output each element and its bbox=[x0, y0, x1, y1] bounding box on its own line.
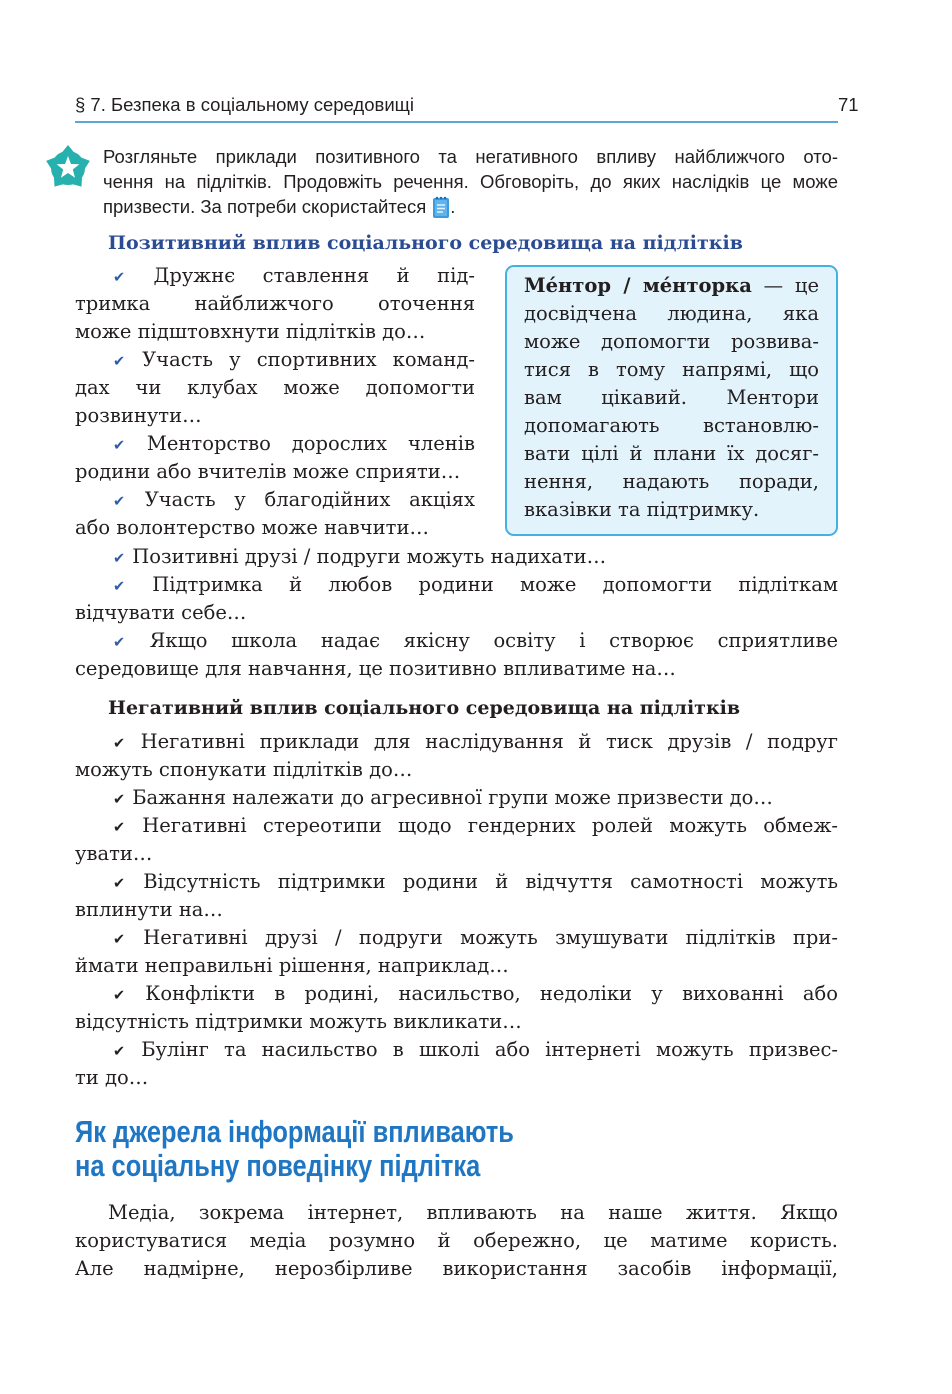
list-item-text: Негативні приклади для наслідування й тиск друзів / подруг bbox=[140, 730, 839, 753]
list-item bbox=[75, 868, 838, 896]
list-item-continuation: середовище для навчання, це позитивно впливатиме на… bbox=[75, 657, 676, 680]
list-item-continuation: дах чи клубах може допомогти bbox=[75, 376, 475, 399]
section-heading-line bbox=[75, 1149, 838, 1183]
check-icon bbox=[113, 870, 126, 898]
definition-line: нення, надають поради, bbox=[524, 470, 819, 493]
negative-heading: Негативний вплив соціального середовища на підлітків bbox=[108, 697, 741, 719]
task-line-text: призвести. За потреби скористайтеся bbox=[103, 196, 427, 217]
definition-term: Ме́нтор / ме́нторка bbox=[524, 274, 752, 297]
task-line: Розгляньте приклади позитивного та негативного впливу найближчого ото- bbox=[103, 146, 838, 167]
list-item-text: Конфлікти в родині, насильство, недоліки у вихованні або bbox=[145, 982, 838, 1005]
list-item bbox=[75, 486, 475, 514]
list-item-text: Позитивні друзі / подруги можуть надихати… bbox=[132, 545, 607, 568]
list-item-text: Бажання належати до агресивної групи може призвести до… bbox=[132, 786, 773, 809]
check-icon bbox=[113, 545, 126, 573]
definition-box bbox=[505, 265, 838, 536]
list-item-continuation: увати… bbox=[75, 842, 153, 865]
definition-line bbox=[524, 272, 819, 300]
task-line: чення на підлітків. Продовжіть речення. Обговоріть, до яких наслідків це може bbox=[103, 171, 838, 192]
positive-heading: Позитивний вплив соціального середовища на підлітків bbox=[108, 232, 743, 254]
list-item bbox=[75, 784, 838, 812]
page-number: 71 bbox=[838, 94, 859, 115]
check-icon bbox=[113, 814, 126, 842]
section-heading-line bbox=[75, 1115, 838, 1149]
list-item bbox=[75, 728, 838, 756]
check-icon bbox=[113, 786, 126, 814]
task-line bbox=[103, 194, 838, 219]
list-item bbox=[75, 627, 838, 655]
check-icon bbox=[113, 348, 126, 376]
check-icon bbox=[113, 1038, 126, 1066]
paragraph-line: користуватися медіа розумно й обережно, це матиме користь. bbox=[75, 1229, 838, 1252]
list-item bbox=[75, 812, 838, 840]
list-item-text: Участь у спортивних команд- bbox=[142, 348, 475, 371]
definition-line: допомагають встановлю- bbox=[524, 414, 819, 437]
check-icon bbox=[113, 432, 126, 460]
list-item-text: Негативні стереотипи щодо гендерних ролей можуть обмеж- bbox=[142, 814, 838, 837]
list-item-text: Участь у благодійних акціях bbox=[144, 488, 475, 511]
check-icon bbox=[113, 926, 126, 954]
list-item-continuation: розвинути… bbox=[75, 404, 202, 427]
check-icon bbox=[113, 573, 126, 601]
list-item bbox=[75, 430, 475, 458]
negative-list bbox=[75, 728, 838, 1092]
list-item-text: Дружнє ставлення й під- bbox=[153, 264, 476, 287]
definition-line: досвідчена людина, яка bbox=[524, 302, 819, 325]
positive-list-column bbox=[75, 262, 475, 542]
list-item-text: Відсутність підтримки родини й відчуття самотності можуть bbox=[143, 870, 838, 893]
check-icon bbox=[113, 629, 126, 657]
list-item bbox=[75, 980, 838, 1008]
list-item-continuation: ймати неправильні рішення, наприклад… bbox=[75, 954, 509, 977]
list-item bbox=[75, 1036, 838, 1064]
section-heading bbox=[75, 1115, 838, 1183]
paragraph-line: Медіа, зокрема інтернет, впливають на наше життя. Якщо bbox=[108, 1201, 838, 1224]
definition-line: тися в тому напрямі, що bbox=[524, 358, 819, 381]
list-item bbox=[75, 543, 838, 571]
definition-line: вати цілі й плани їх досяг- bbox=[524, 442, 819, 465]
check-icon bbox=[113, 982, 126, 1010]
list-item bbox=[75, 346, 475, 374]
list-item-continuation: ти до… bbox=[75, 1066, 149, 1089]
list-item-text: Якщо школа надає якісну освіту і створює сприятливе bbox=[149, 629, 838, 652]
list-item-continuation: відчувати себе… bbox=[75, 601, 247, 624]
check-icon bbox=[113, 488, 126, 516]
list-item-text: Негативні друзі / подруги можуть змушувати підлітків при- bbox=[143, 926, 839, 949]
list-item bbox=[75, 262, 475, 290]
running-header: § 7. Безпека в соціальному середовищі bbox=[75, 94, 414, 115]
list-item-continuation: родини або вчителів може сприяти… bbox=[75, 460, 461, 483]
list-item-continuation: або волонтерство може навчити… bbox=[75, 516, 429, 539]
definition-line-text: — це bbox=[763, 274, 820, 297]
list-item bbox=[75, 924, 838, 952]
check-icon bbox=[113, 730, 126, 758]
definition-line: вказівки та підтримку. bbox=[524, 498, 760, 521]
list-item-text: Менторство дорослих членів bbox=[146, 432, 475, 455]
list-item bbox=[75, 571, 838, 599]
section-paragraph bbox=[75, 1199, 838, 1283]
section-heading-text: Як джерела інформації впливають bbox=[75, 1114, 514, 1149]
list-item-continuation: відсутність підтримки можуть викликати… bbox=[75, 1010, 522, 1033]
list-item-continuation: може підштовхнути підлітків до… bbox=[75, 320, 426, 343]
paragraph-line: Але надмірне, нерозбірливе використання засобів інформації, bbox=[75, 1257, 838, 1280]
star-icon bbox=[44, 144, 92, 192]
list-item-continuation: можуть спонукати підлітків до… bbox=[75, 758, 413, 781]
header-rule bbox=[75, 121, 838, 123]
check-icon bbox=[113, 264, 126, 292]
definition-line: вам цікавий. Ментори bbox=[524, 386, 819, 409]
task-line-end: . bbox=[450, 196, 456, 217]
list-item-text: Підтримка й любов родини може допомогти підліткам bbox=[152, 573, 838, 596]
section-heading-text: на соціальну поведінку підлітка bbox=[75, 1148, 481, 1183]
list-item-text: Булінг та насильство в школі або інтернеті можуть призвес- bbox=[141, 1038, 838, 1061]
task-text bbox=[103, 144, 838, 219]
notebook-icon bbox=[432, 195, 450, 219]
list-item-continuation: вплинути на… bbox=[75, 898, 223, 921]
positive-list-full bbox=[75, 543, 838, 683]
list-item-continuation: тримка найближчого оточення bbox=[75, 292, 475, 315]
definition-line: може допомогти розвива- bbox=[524, 330, 819, 353]
